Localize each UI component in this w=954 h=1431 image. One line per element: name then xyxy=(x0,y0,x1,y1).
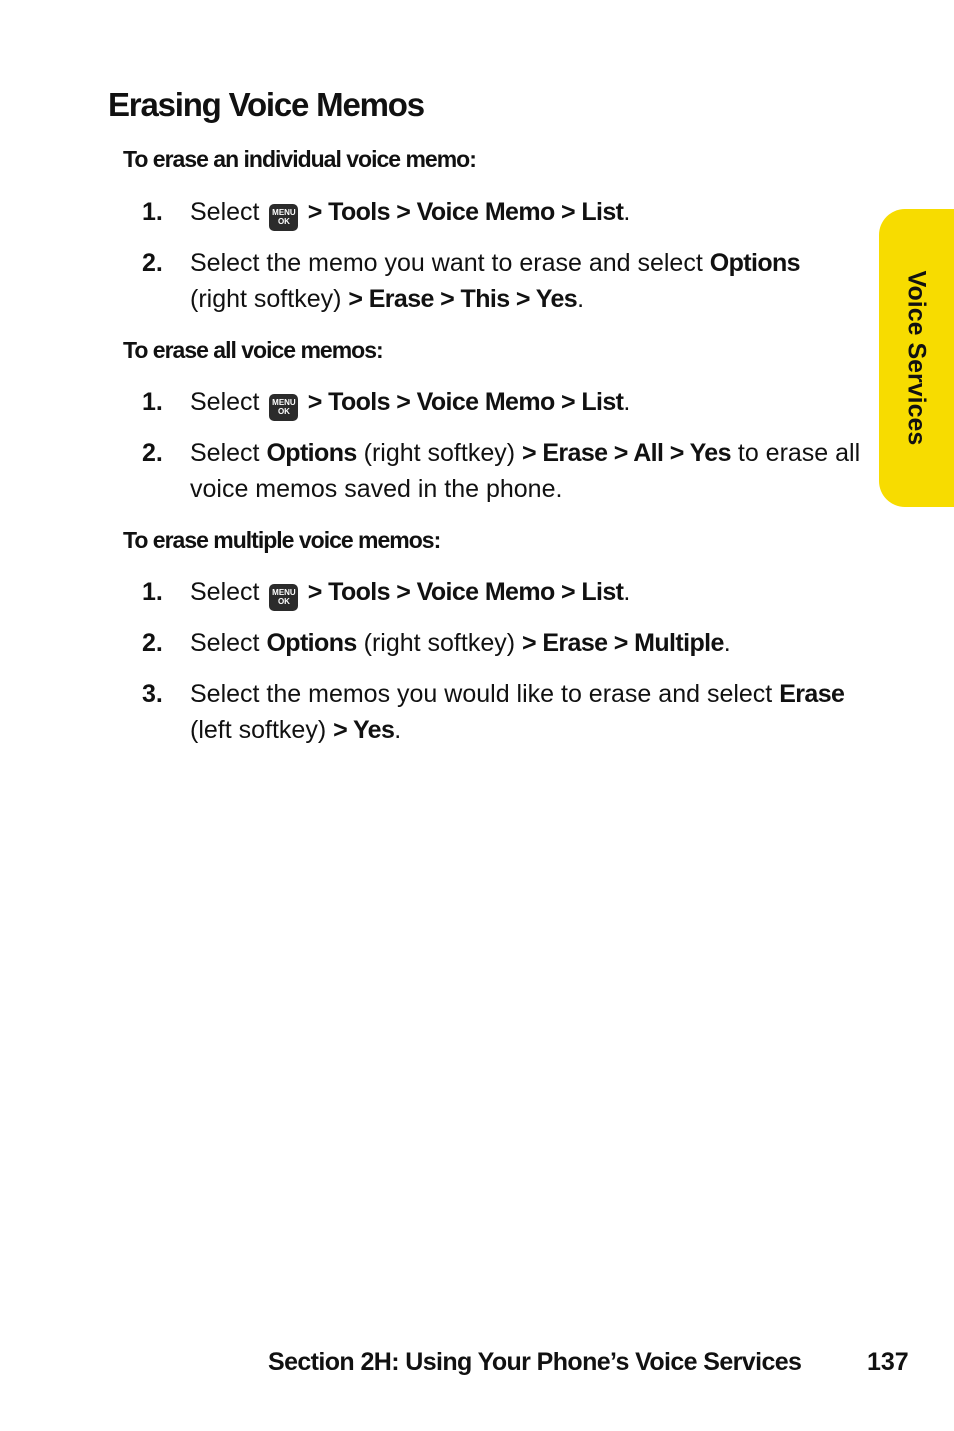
section-heading-multiple: To erase multiple voice memos: xyxy=(123,527,441,553)
instruction-text: Select xyxy=(190,439,267,467)
instruction-text: . xyxy=(723,629,731,657)
step xyxy=(142,245,862,317)
step-number: 2. xyxy=(142,249,163,277)
step-text xyxy=(190,625,862,661)
instruction-text: Select xyxy=(190,629,267,657)
instruction-text: . xyxy=(623,578,631,606)
section-heading-all: To erase all voice memos: xyxy=(123,337,383,363)
instruction-text: to erase all voice memos saved in the phone. xyxy=(190,439,861,503)
menu-path-text: > Erase > Multiple xyxy=(522,629,724,657)
menu-ok-key-icon xyxy=(269,204,298,231)
step xyxy=(142,625,862,661)
step-text xyxy=(190,676,862,748)
menu-key-bottom-label: OK xyxy=(277,217,290,226)
page-number: 137 xyxy=(867,1348,909,1376)
step-text xyxy=(190,384,862,421)
instruction-text: Select xyxy=(190,198,267,226)
instruction-text: (right softkey) xyxy=(356,629,522,657)
side-tab-label: Voice Services xyxy=(902,270,931,446)
instruction-text: (right softkey) xyxy=(356,439,522,467)
step xyxy=(142,676,862,748)
menu-path-text: > Tools > Voice Memo > List xyxy=(301,198,624,226)
instruction-text: Select xyxy=(190,388,267,416)
menu-path-text: Options xyxy=(709,249,800,277)
step xyxy=(142,384,862,421)
menu-key-bottom-label: OK xyxy=(277,407,290,416)
step xyxy=(142,194,862,231)
menu-path-text: > Erase > All > Yes xyxy=(522,439,731,467)
menu-key-top-label: MENU xyxy=(272,208,296,217)
step-text xyxy=(190,435,862,507)
menu-key-bottom-label: OK xyxy=(277,597,290,606)
page-title: Erasing Voice Memos xyxy=(108,86,424,123)
menu-key-top-label: MENU xyxy=(272,398,296,407)
step-text xyxy=(190,574,862,611)
menu-ok-key-icon xyxy=(269,394,298,421)
menu-path-text: Options xyxy=(266,629,357,657)
instruction-text: Select xyxy=(190,578,267,606)
menu-key-top-label: MENU xyxy=(272,588,296,597)
menu-path-text: Erase xyxy=(779,680,845,708)
instruction-text: Select the memos you would like to erase and select xyxy=(190,680,780,708)
step-number: 1. xyxy=(142,388,163,416)
menu-path-text: Options xyxy=(266,439,357,467)
step xyxy=(142,435,862,507)
menu-path-text: > Yes xyxy=(333,716,395,744)
instruction-text: . xyxy=(394,716,402,744)
instruction-text: (right softkey) xyxy=(190,285,349,313)
step-text xyxy=(190,194,862,231)
menu-path-text: > Erase > This > Yes xyxy=(348,285,578,313)
instruction-text: Select the memo you want to erase and select xyxy=(190,249,710,277)
instruction-text: (left softkey) xyxy=(190,716,334,744)
instruction-text: . xyxy=(623,388,631,416)
step-number: 2. xyxy=(142,629,163,657)
menu-ok-key-icon xyxy=(269,584,298,611)
step-number: 2. xyxy=(142,439,163,467)
step-number: 1. xyxy=(142,578,163,606)
step-number: 1. xyxy=(142,198,163,226)
step xyxy=(142,574,862,611)
menu-path-text: > Tools > Voice Memo > List xyxy=(301,578,624,606)
footer-section-title: Section 2H: Using Your Phone’s Voice Services xyxy=(268,1348,802,1376)
section-heading-individual: To erase an individual voice memo: xyxy=(123,146,476,172)
instruction-text: . xyxy=(577,285,585,313)
step-text xyxy=(190,245,862,317)
instruction-text: . xyxy=(623,198,631,226)
menu-path-text: > Tools > Voice Memo > List xyxy=(301,388,624,416)
step-number: 3. xyxy=(142,680,163,708)
